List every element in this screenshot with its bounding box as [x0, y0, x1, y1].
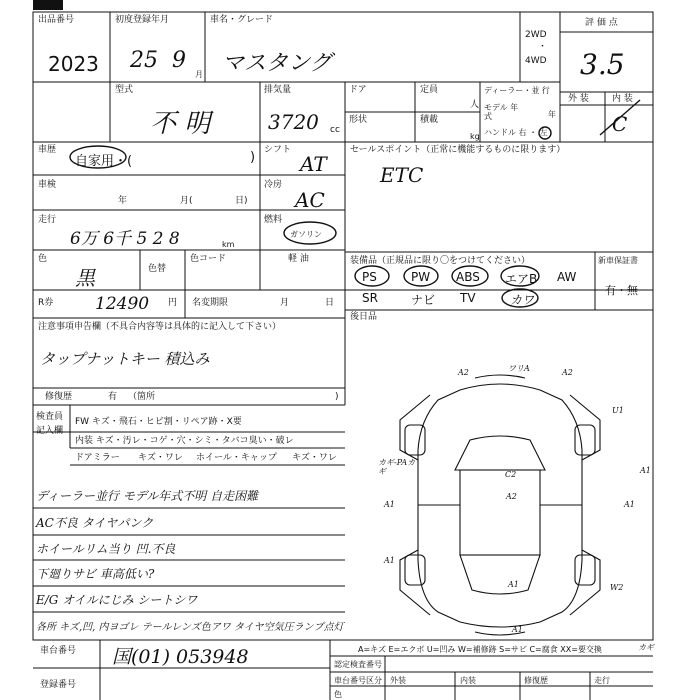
color-label: 色: [38, 254, 48, 264]
inspection-year: 年: [118, 196, 128, 206]
history-value: 自家用・(: [75, 154, 133, 169]
mark-front: ワリA: [508, 364, 530, 373]
fw-line: FW キズ・飛石・ヒビ割・リペア跡・X要: [75, 417, 242, 427]
legend-note: カギ: [638, 643, 654, 652]
remark-4: 下廻りサビ 車高低い?: [36, 567, 155, 581]
displacement-label: 排気量: [264, 85, 292, 95]
remark-5: E/G オイルにじみ シートシワ: [36, 593, 198, 607]
handle-label: ハンドル 右 ・ 左: [484, 128, 548, 137]
equip-ps: PS: [362, 270, 377, 284]
notes-label: 注意事項申告欄（不具合内容等は具体的に記入して下さい）: [38, 322, 282, 332]
door-label: ドア: [349, 85, 367, 95]
inspection-month: 月(: [180, 196, 193, 206]
equip-aw: AW: [557, 270, 577, 284]
notes-value: タップナットキー 積込み: [40, 350, 210, 368]
shift-value: AT: [300, 152, 327, 176]
wheelcap-label: ホイール・キャップ: [196, 453, 277, 463]
first-reg-year: 25: [130, 48, 158, 73]
dealer-label: ディーラー・並 行: [484, 86, 550, 95]
capacity-label: 定員: [420, 85, 439, 95]
shift-label: シフト: [264, 145, 292, 155]
mark-a1-rear-left: A1: [384, 556, 395, 565]
repair-place: （箇所: [128, 392, 156, 402]
equip-abs: ABS: [456, 270, 480, 284]
reg-label: 登録番号: [40, 680, 77, 690]
fuel-value: ガソリン: [290, 230, 322, 239]
repair-label: 修復歴: [45, 392, 73, 402]
small-repair: 修復歴: [524, 676, 548, 685]
recycle-value: 12490: [95, 294, 150, 314]
mark-a2-roof: A2: [506, 492, 517, 501]
score-label: 評 価 点: [585, 18, 618, 28]
mirror-line: キズ・ワレ: [138, 453, 183, 463]
person-unit: 人: [470, 100, 480, 110]
equip-tv: TV: [460, 291, 476, 305]
car-name-label: 車名・グレード: [210, 15, 274, 25]
color-value: 黒: [75, 266, 95, 290]
color-code-label: 色コード: [190, 254, 227, 264]
small-mileage: 走行: [594, 676, 610, 685]
km-unit: km: [222, 240, 235, 249]
listing-no-label: 出品番号: [38, 15, 75, 25]
year-unit: 年: [548, 110, 556, 119]
model-label: 型式: [115, 85, 134, 95]
mark-a2-right: A2: [562, 368, 573, 377]
equipment-label: 装備品（正規品に限り〇をつけてください）: [350, 256, 531, 266]
color-change-label: 色替: [148, 264, 167, 274]
light-oil-label: 軽 油: [288, 254, 309, 264]
recycle-label: R券: [38, 298, 54, 308]
month-unit: 月: [195, 70, 203, 79]
interior-label: 内 装: [612, 94, 633, 104]
new-warranty-label: 新車保証書: [598, 256, 638, 265]
name-change-month: 月: [280, 298, 290, 308]
frame-label: 車台番号区分: [334, 676, 382, 685]
drive-sep: ・: [538, 42, 548, 52]
equip-sr: SR: [362, 291, 378, 305]
kg-unit: kg: [470, 132, 480, 141]
ext-label: 外装: [390, 676, 406, 685]
first-reg-label: 初度登録年月: [115, 15, 170, 25]
mileage-label: 走行: [38, 215, 57, 225]
cc-unit: cc: [330, 125, 340, 135]
inspection-day: 日): [235, 196, 248, 206]
equip-pw: PW: [411, 270, 431, 284]
inspection-label: 車検: [38, 180, 57, 190]
displacement-value: 3720: [268, 110, 319, 134]
interior-line: 内装 キズ・汚レ・コゲ・穴・シミ・タバコ臭い・破レ: [75, 436, 294, 446]
equip-airbag: エアB: [505, 272, 538, 286]
yen-unit: 円: [168, 298, 178, 308]
interior-grade: C: [612, 112, 628, 136]
remark-2: AC不良 タイヤパンク: [36, 516, 154, 530]
equip-other: カワ: [510, 293, 535, 307]
plate-value: 国(01) 053948: [112, 646, 249, 668]
remark-6: 各所 キズ,凹, 内ヨゴレ テールレンズ色アワ タイヤ空気圧ランプ点灯: [36, 622, 344, 633]
plate-label: 車台番号: [40, 646, 77, 656]
int-label: 内装: [460, 676, 476, 685]
shape-label: 形状: [349, 115, 368, 125]
ac-label: 冷房: [264, 180, 283, 190]
model-year-label: モデル 年式: [484, 103, 519, 121]
mark-a1-left: A1: [384, 500, 395, 509]
listing-no: 2023: [48, 52, 99, 76]
equip-navi: ナビ: [411, 293, 436, 307]
score: 3.5: [580, 48, 625, 81]
mark-a1-trunk: A1: [508, 580, 519, 589]
repair-close: ): [335, 392, 339, 402]
mirror-label: ドアミラー: [75, 453, 120, 463]
mark-a1-right-top: A1: [640, 466, 651, 475]
mark-c2: C2: [505, 470, 517, 479]
fuel-label: 燃料: [264, 215, 283, 225]
history-label: 車歴: [38, 145, 57, 155]
mark-w2: W2: [610, 583, 624, 592]
remark-3: ホイールリム当り 凹.不良: [36, 542, 176, 556]
ac-value: AC: [295, 188, 325, 212]
first-reg-month: 9: [172, 48, 186, 73]
drive-2wd: 2WD: [525, 30, 547, 40]
name-change-label: 名変期限: [192, 298, 229, 308]
wheelcap-line: キズ・ワレ: [292, 453, 337, 463]
exterior-label: 外 装: [568, 94, 589, 104]
load-label: 積載: [420, 115, 439, 125]
drive-4wd: 4WD: [525, 56, 547, 66]
mark-a1-rear: A1: [512, 625, 523, 634]
remark-1: ディーラー並行 モデル年式不明 自走困難: [36, 489, 259, 503]
insp-label: 認定検査番号: [334, 660, 382, 669]
legend: A=キズ E=エクボ U=凹み W=補修跡 S=サビ C=腐食 XX=要交換: [358, 645, 602, 654]
model-value: 不 明: [150, 109, 211, 139]
sales-value: ETC: [380, 163, 424, 187]
mark-a2-left: A2: [458, 368, 469, 377]
sales-label: セールスポイント（正常に機能するものに限ります）: [350, 145, 566, 155]
mark-a1-right: A1: [624, 500, 635, 509]
repair-has: 有: [108, 392, 118, 402]
mark-u1: U1: [612, 406, 624, 415]
small-color: 色: [334, 690, 342, 699]
name-change-day: 日: [325, 298, 335, 308]
inspector-label: 検査員 記入欄: [36, 412, 64, 436]
car-diagram: [400, 375, 600, 635]
mark-key: カギ-PAカギ: [378, 458, 416, 476]
mileage-value: 6万 6千 5 2 8: [70, 229, 180, 249]
warranty-value: 有・無: [605, 284, 638, 297]
car-name: マスタング: [222, 51, 332, 76]
late-label: 後日品: [350, 312, 378, 322]
